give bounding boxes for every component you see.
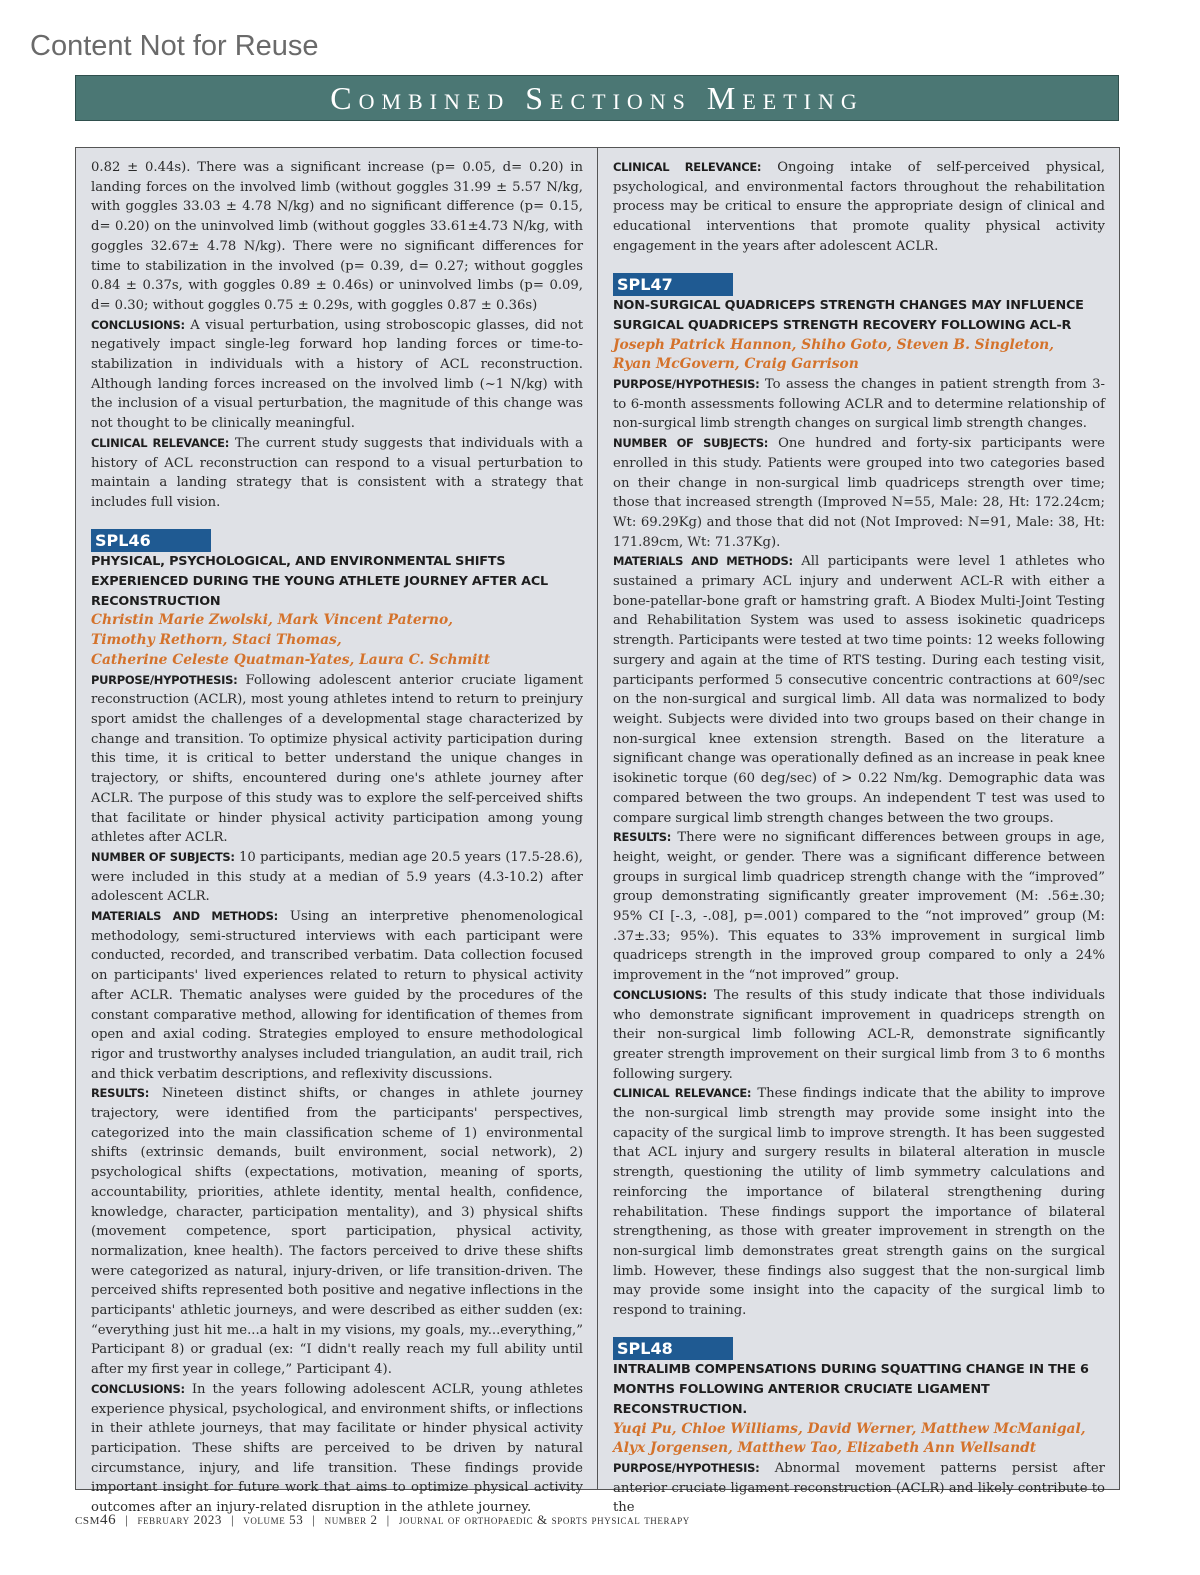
section-label: PURPOSE/HYPOTHESIS: (613, 377, 760, 392)
section-banner (75, 75, 1119, 121)
volume: volume 53 (243, 1512, 304, 1527)
section-label: CONCLUSIONS: (91, 1381, 185, 1396)
right-column (597, 148, 1119, 1516)
footer-separator: | (125, 1512, 129, 1527)
section-label: NUMBER OF SUBJECTS: (91, 849, 235, 864)
section-text: All participants were level 1 athletes who sustained a primary ACL injury and underwent ACL-R with either a bone-patellar-bone graft or hamstring graft. A Biodex Multi-Joint Testing and Rehabilitation System was used to assess isokinetic quadriceps strength. Participants were tested at two time points: 12 weeks following surgery and again at the time of RTS testing. During each testing visit, participants performed 5 consecutive concentric contractions at 60º/sec on the non-surgical and surgical limb. All data was normalized to body weight. Subjects were divided into two groups based on their change in non-surgical knee extension strength. Based on the literature a significant change was operationally defined as an increase in peak knee isokinetic torque (60 deg/sec) of > 0.22 Nm/kg. Demographic data was compared between the two groups. An independent T test was used to compare surgical limb strength changes between the two groups. (613, 554, 1105, 826)
footer-separator: | (386, 1512, 390, 1527)
section-text: In the years following adolescent ACLR, young athletes experience physical, psychological, and environment shifts, or inflections in their athlete journeys, that may facilitate or hinder physical activity participation. These shifts are perceived to be driven by natural circumstance, injury, and life transition. These findings provide important insight for future work that aims to optimize physical activity outcomes after an injury-related disruption in the athlete journey. (91, 1381, 583, 1516)
section-text: Abnormal movement patterns persist after anterior cruciate ligament reconstruction (ACLR) and likely contribute to the (613, 1461, 1105, 1516)
issue-date: february 2023 (137, 1512, 223, 1527)
section-label: PURPOSE/HYPOTHESIS: (613, 1461, 760, 1475)
section-label: RESULTS: (91, 1086, 150, 1101)
conclusions-paragraph (91, 316, 583, 434)
author-line: Timothy Rethorn, Staci Thomas, (91, 632, 342, 649)
conclusions-paragraph (91, 1380, 583, 1518)
footer-separator: | (231, 1512, 235, 1527)
footer-separator: | (312, 1512, 316, 1527)
section-text: One hundred and forty-six participants were enrolled in this study. Patients were grouped into two categories based on their change in non-surgical limb quadriceps strength over time; those that increased strength (Improved N=55, Male: 28, Ht: 172.24cm; Wt: 69.29Kg) and those that did not (Not Improved: N=91, Male: 38, Ht: 171.89cm, Wt: 71.37Kg). (613, 436, 1105, 550)
author-line: Yuqi Pu, Chloe Williams, David Werner, Matthew McManigal, (613, 1420, 1086, 1437)
section-text: These findings indicate that the ability to improve the non-surgical limb strength may provide some insight into the capacity of the surgical limb to improve strength. It has been suggested that ACL injury and surgery results in bilateral alteration in muscle strength, questioning the utility of limb symmetry calculations and reinforcing the importance of bilateral strengthening during rehabilitation. These findings support the importance of bilateral strengthening, as those with greater improvement in strength on the non-surgical limb demonstrates great strength gains on the surgical limb. However, these findings also suggest that the non-surgical limb may provide some insight into the capacity of the surgical limb to respond to training. (613, 1086, 1105, 1319)
purpose-paragraph (613, 1459, 1105, 1518)
author-line: Catherine Celeste Quatman-Yates, Laura C. Schmitt (91, 651, 491, 668)
abstract-tag: SPL46 (91, 529, 211, 552)
abstract-spl48 (613, 1321, 1105, 1518)
purpose-paragraph (91, 671, 583, 848)
section-text: There were no significant differences between groups in age, height, weight, or gender. There was a significant difference between groups in surgical limb quadricep strength change with the “improved” group demonstrating significantly greater improvement (M: .56±.30; 95% CI [-.3, -.08], p=.001) compared to the “not improved” group (M: .37±.33; 95%). This equates to 33% improvement in surgical limb quadriceps strength in the improved group compared to only a 24% improvement in the “not improved” group. (613, 830, 1105, 984)
section-label: CLINICAL RELEVANCE: (613, 160, 762, 174)
section-label: MATERIALS AND METHODS: (91, 909, 278, 924)
section-label: RESULTS: (613, 830, 672, 845)
author-line: Joseph Patrick Hannon, Shiho Goto, Steven B. Singleton, (613, 336, 1054, 353)
results-paragraph (613, 828, 1105, 986)
page-number: csm46 (75, 1512, 117, 1528)
subjects-paragraph (91, 848, 583, 907)
issue-number: number 2 (324, 1512, 378, 1527)
author-line: Alyx Jorgensen, Matthew Tao, Elizabeth Ann Wellsandt (613, 1440, 1037, 1457)
section-text: Nineteen distinct shifts, or changes in athlete journey trajectory, were identified from the participants' perspectives, categorized into the main classification scheme of 1) environmental shifts (extrinsic demands, built environment, social network), 2) psychological shifts (expectations, motivation, meaning of sports, accountability, priorities, athlete identity, mental health, confidence, knowledge, character, participation mentality), and 3) physical shifts (movement competence, sport participation, physical activity, normalization, knee health). The factors perceived to drive these shifts were categorized as natural, injury-driven, or life transition-driven. The perceived shifts represented both positive and negative inflections in the participants' athletic journeys, and were described as either sudden (ex: “everything just hit me...a halt in my visions, my goals, my...everything,” Participant 8) or gradual (ex: “I didn't really reach my full ability until after my first year in college,” Participant 4). (91, 1086, 583, 1378)
abstract-spl46 (91, 513, 583, 1518)
purpose-paragraph (613, 375, 1105, 434)
abstract-tag: SPL48 (613, 1337, 733, 1360)
clinical-relevance-paragraph (613, 158, 1105, 257)
left-column (76, 148, 597, 1516)
section-label: CONCLUSIONS: (613, 987, 707, 1002)
section-text: The results of this study indicate that those individuals who demonstrate significant improvement in quadriceps strength on their non-surgical limb following ACL-R, demonstrate significantly greater strength improvement on their surgical limb from 3 to 6 months following surgery. (613, 987, 1105, 1082)
continued-results: 0.82 ± 0.44s). There was a significant increase (p= 0.05, d= 0.20) in landing forces on the involved limb (without goggles 31.99 ± 5.57 N/kg, with goggles 33.03 ± 4.78 N/kg) and no significant difference (p= 0.15, d= 0.20) on the uninvolved limb (without goggles 33.61±4.73 N/kg, with goggles 32.67± 4.78 N/kg). There were no significant differences for time to stabilization in the involved (p= 0.39, d= 0.27; without goggles 0.84 ± 0.37s, with goggles 0.89 ± 0.46s) or uninvolved limbs (p= 0.09, d= 0.30; without goggles 0.75 ± 0.29s, with goggles 0.87 ± 0.36s) (91, 160, 583, 313)
section-label: CLINICAL RELEVANCE: (91, 435, 229, 450)
clinical-relevance-paragraph (613, 1084, 1105, 1320)
clinical-relevance-paragraph (91, 434, 583, 513)
section-label: NUMBER OF SUBJECTS: (613, 436, 769, 451)
journal-name: journal of orthopaedic & sports physical therapy (398, 1512, 690, 1527)
section-label: PURPOSE/HYPOTHESIS: (91, 672, 238, 687)
section-text: 10 participants, median age 20.5 years (17.5-28.6), were included in this study at a median of 5.9 years (4.3-10.2) after adolescent ACLR. (91, 849, 583, 905)
page-footer (75, 1512, 690, 1529)
section-text: The current study suggests that individuals with a history of ACL reconstruction can respond to a visual perturbation to maintain a landing strategy that is consistent with a strategy that includes full vision. (91, 435, 583, 510)
section-text: To assess the changes in patient strength from 3- to 6-month assessments following ACLR and to determine relationship of non-surgical limb strength changes on surgical limb strength changes. (613, 377, 1105, 432)
section-text: Using an interpretive phenomenological methodology, semi-structured interviews with each participant were conducted, recorded, and transcribed verbatim. Data collection focused on participants' lived experiences related to return to physical activity after ACLR. Thematic analyses were guided by the procedures of the constant comparative method, allowing for identification of themes from open and axial coding. Strategies employed to ensure methodological rigor and trustworthy analyses included triangulation, an audit trail, rich and thick verbatim descriptions, and reflexivity discussions. (91, 909, 583, 1082)
subjects-paragraph (613, 434, 1105, 552)
author-line: Ryan McGovern, Craig Garrison (613, 356, 859, 373)
conclusions-paragraph (613, 986, 1105, 1085)
author-line: Christin Marie Zwolski, Mark Vincent Paterno, (91, 612, 453, 629)
section-text: Following adolescent anterior cruciate ligament reconstruction (ACLR), most young athletes intend to return to preinjury sport amidst the challenges of a developmental stage characterized by change and transition. To optimize physical activity participation during this time, it is critical to better understand the unique changes in trajectory, or shifts, encountered during one's athlete journey after ACLR. The purpose of this study was to explore the self-perceived shifts that facilitate or hinder physical activity participation among young athletes after ACLR. (91, 672, 583, 846)
abstract-tag: SPL47 (613, 273, 733, 296)
abstract-title: NON-SURGICAL QUADRICEPS STRENGTH CHANGES MAY INFLUENCE SURGICAL QUADRICEPS STRENGTH RECOVERY FOLLOWING ACL-R (613, 298, 1084, 333)
abstract-page (75, 147, 1120, 1516)
watermark: Content Not for Reuse (30, 30, 319, 62)
methods-paragraph (91, 907, 583, 1084)
section-text: Ongoing intake of self-perceived physical, psychological, and environmental factors throughout the rehabilitation process may be critical to ensure the appropriate design of clinical and educational interventions that promote quality physical activity engagement in the years after adolescent ACLR. (613, 160, 1106, 254)
abstract-spl47 (613, 257, 1105, 1321)
abstract-title: INTRALIMB COMPENSATIONS DURING SQUATTING CHANGE IN THE 6 MONTHS FOLLOWING ANTERIOR CRUCIATE LIGAMENT RECONSTRUCTION. (613, 1362, 1089, 1417)
results-paragraph (91, 1084, 583, 1380)
banner-title: Combined Sections Meeting (330, 79, 864, 116)
section-text: A visual perturbation, using stroboscopic glasses, did not negatively impact single-leg forward hop landing forces or time-to-stabilization in individuals with a history of ACL reconstruction. Although landing forces increased on the involved limb (~1 N/kg) with the inclusion of a visual perturbation, the magnitude of this change was not thought to be clinically meaningful. (91, 317, 583, 432)
methods-paragraph (613, 552, 1105, 828)
section-label: MATERIALS AND METHODS: (613, 554, 793, 569)
section-label: CLINICAL RELEVANCE: (613, 1086, 752, 1101)
abstract-title: PHYSICAL, PSYCHOLOGICAL, AND ENVIRONMENTAL SHIFTS EXPERIENCED DURING THE YOUNG ATHLETE JOURNEY AFTER ACL RECONSTRUCTION (91, 554, 548, 609)
section-label: CONCLUSIONS: (91, 317, 185, 332)
